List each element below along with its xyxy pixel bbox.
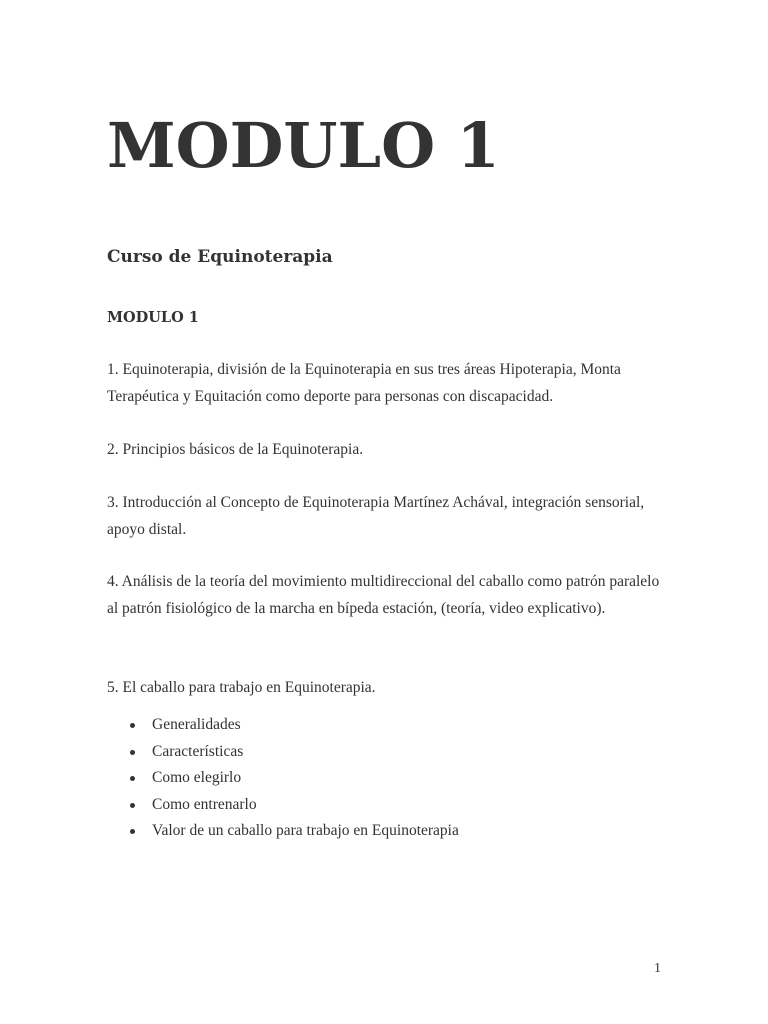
- bullet-icon: [130, 776, 135, 781]
- bullet-icon: [130, 750, 135, 755]
- bullet-icon: [130, 829, 135, 834]
- document-subtitle: Curso de Equinoterapia: [107, 247, 333, 267]
- list-item-text: Características: [152, 742, 244, 760]
- document-title: MODULO 1: [107, 109, 500, 182]
- page-number: 1: [654, 961, 661, 976]
- list-item: [107, 739, 459, 766]
- list-item-text: Como elegirlo: [152, 769, 242, 786]
- section-label: MODULO 1: [107, 309, 199, 326]
- list-item: [107, 818, 459, 845]
- list-item-text: Generalidades: [152, 716, 241, 733]
- bullet-list: [107, 712, 459, 845]
- paragraph-4: 4. Análisis de la teoría del movimiento multidireccional del caballo como patrón paralelo al patrón fisiológico de la marcha en bípeda estación, (teoría, video explicativo).: [107, 573, 660, 617]
- paragraph-1: 1. Equinoterapia, división de la Equinoterapia en sus tres áreas Hipoterapia, Monta Terapéutica y Equitación como deporte para personas con discapacidad.: [107, 361, 621, 405]
- list-item-text: Como entrenarlo: [152, 795, 257, 813]
- paragraph-2: 2. Principios básicos de la Equinoterapia.: [107, 441, 364, 458]
- bullet-icon: [130, 803, 135, 808]
- paragraph-3: 3. Introducción al Concepto de Equinoterapia Martínez Achával, integración sensorial, apoyo distal.: [107, 494, 645, 538]
- paragraph-5: 5. El caballo para trabajo en Equinoterapia.: [107, 679, 376, 696]
- list-item: [107, 712, 459, 739]
- list-item: [107, 792, 459, 819]
- list-item: [107, 765, 459, 792]
- list-item-text: Valor de un caballo para trabajo en Equinoterapia: [152, 822, 459, 839]
- bullet-icon: [130, 723, 135, 728]
